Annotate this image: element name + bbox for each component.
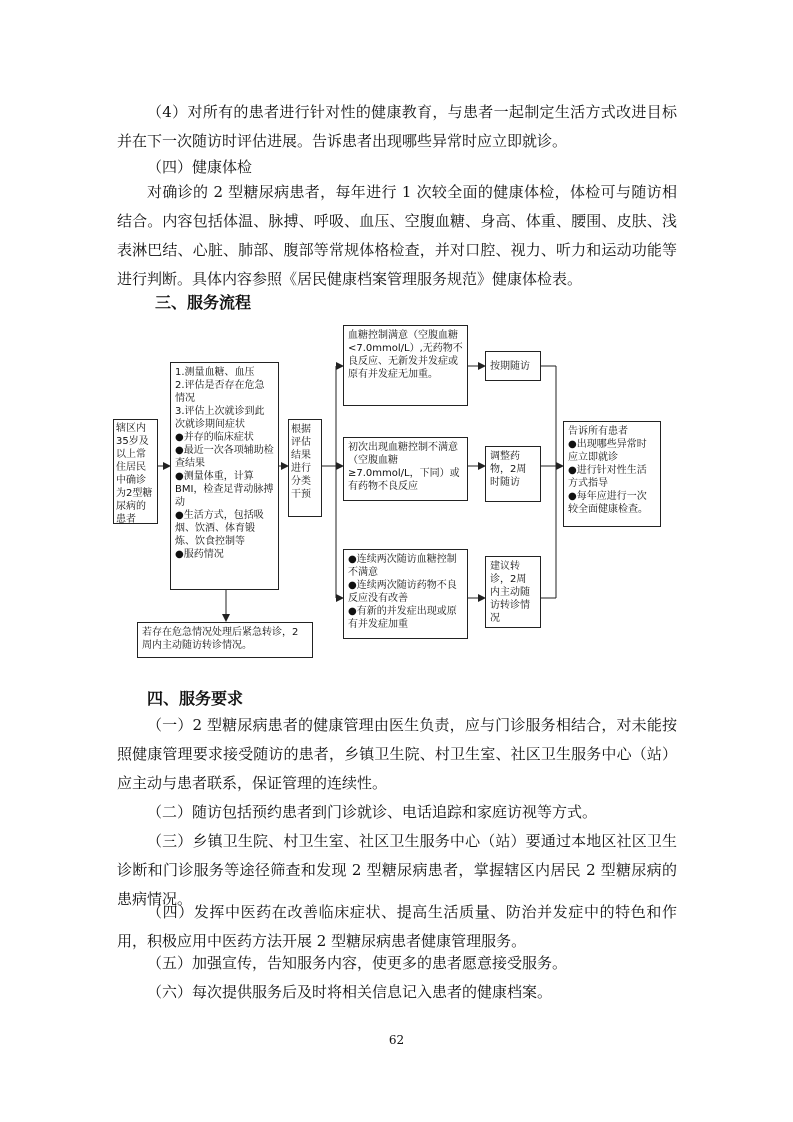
final-advice-item: ●进行针对性生活方式指导 (568, 465, 647, 489)
subheading-health-checkup: （四）健康体检 (147, 158, 253, 176)
flow-condition-uncontrolled-box: 初次出现血糖控制不满意（空腹血糖≥7.0mmol/L，下同）或有药物不良反应 (343, 437, 468, 501)
final-advice-item: ●每年应进行一次较全面健康检查。 (568, 491, 648, 515)
flow-action-adjust-box: 调整药物，2周时随访 (485, 446, 541, 502)
final-advice-item: 告诉所有患者 (568, 426, 628, 437)
referral-condition-item: ●连续两次随访药物不良反应没有改善 (348, 580, 457, 604)
heading-service-requirements: 四、服务要求 (147, 689, 244, 708)
assessment-item: 2.评估是否存在危急情况 (175, 380, 265, 404)
referral-condition-item: ●有新的并发症出现或原有并发症加重 (348, 606, 457, 630)
requirement-2: （二）随访包括预约患者到门诊就诊、电话追踪和家庭访视等方式。 (147, 803, 598, 821)
flow-classify-box: 根据评估结果进行分类干预 (288, 419, 322, 517)
heading-service-flow: 三、服务流程 (155, 293, 252, 312)
assessment-item: ●并存的临床症状 (175, 432, 254, 443)
page-number: 62 (388, 1033, 405, 1047)
assessment-item: ●测量体重，计算BMI，检查足背动脉搏动 (175, 471, 274, 508)
flow-assessment-box (170, 362, 279, 590)
requirement-1: （一）2 型糖尿病患者的健康管理由医生负责，应与门诊服务相结合，对未能按照健康管理要求接受随访的患者，乡镇卫生院、村卫生室、社区卫生服务中心（站）应主动与患者联系，保证管理的连续性。 (117, 716, 677, 792)
flow-action-referral-box: 建议转诊，2周内主动随访转诊情况 (485, 556, 541, 628)
flow-condition-controlled-box: 血糖控制满意（空腹血糖<7.0mmol/L）,无药物不良反应、无新发并发症或原有并发症无加重。 (343, 325, 468, 406)
requirement-5: （五）加强宣传，告知服务内容，使更多的患者愿意接受服务。 (147, 954, 568, 972)
flow-final-advice-box (563, 421, 661, 527)
requirement-4: （四）发挥中医药在改善临床症状、提高生活质量、防治并发症中的特色和作用，积极应用中医药方法开展 2 型糖尿病患者健康管理服务。 (117, 903, 677, 950)
paragraph-health-checkup: 对确诊的 2 型糖尿病患者，每年进行 1 次较全面的健康体检，体检可与随访相结合。内容包括体温、脉搏、呼吸、血压、空腹血糖、身高、体重、腰围、皮肤、浅表淋巴结、心脏、肺部、腹部等常规体格检查，并对口腔、视力、听力和运动功能等进行判断。具体内容参照《居民健康档案管理服务规范》健康体检表。 (117, 183, 677, 288)
assessment-item: 1.测量血糖、血压 (175, 367, 255, 378)
flow-start-box: 辖区内35岁及以上常住居民中确诊为2型糖尿病的患者 (113, 419, 158, 524)
final-advice-item: ●出现哪些异常时应立即就诊 (568, 439, 647, 463)
paragraph-health-education: （4）对所有的患者进行针对性的健康教育，与患者一起制定生活方式改进目标并在下一次随访时评估进展。告诉患者出现哪些异常时应立即就诊。 (117, 103, 677, 150)
assessment-item: ●最近一次各项辅助检查结果 (175, 445, 274, 469)
flow-condition-referral-box (343, 549, 468, 639)
referral-condition-item: ●连续两次随访血糖控制不满意 (348, 554, 457, 578)
flow-emergency-box: 若存在危急情况处理后紧急转诊，2周内主动随访转诊情况。 (137, 622, 313, 658)
requirement-6: （六）每次提供服务后及时将相关信息记入患者的健康档案。 (147, 983, 553, 1001)
assessment-item: 3.评估上次就诊到此次就诊期间症状 (175, 406, 265, 430)
assessment-item: ●服药情况 (175, 549, 224, 560)
assessment-item: ●生活方式，包括吸烟、饮酒、体育锻炼、饮食控制等 (175, 510, 264, 547)
flow-action-scheduled-box: 按期随访 (485, 351, 541, 381)
requirement-3: （三）乡镇卫生院、村卫生室、社区卫生服务中心（站）要通过本地区社区卫生诊断和门诊服务等途径筛查和发现 2 型糖尿病患者，掌握辖区内居民 2 型糖尿病的患病情况。 (117, 832, 677, 908)
